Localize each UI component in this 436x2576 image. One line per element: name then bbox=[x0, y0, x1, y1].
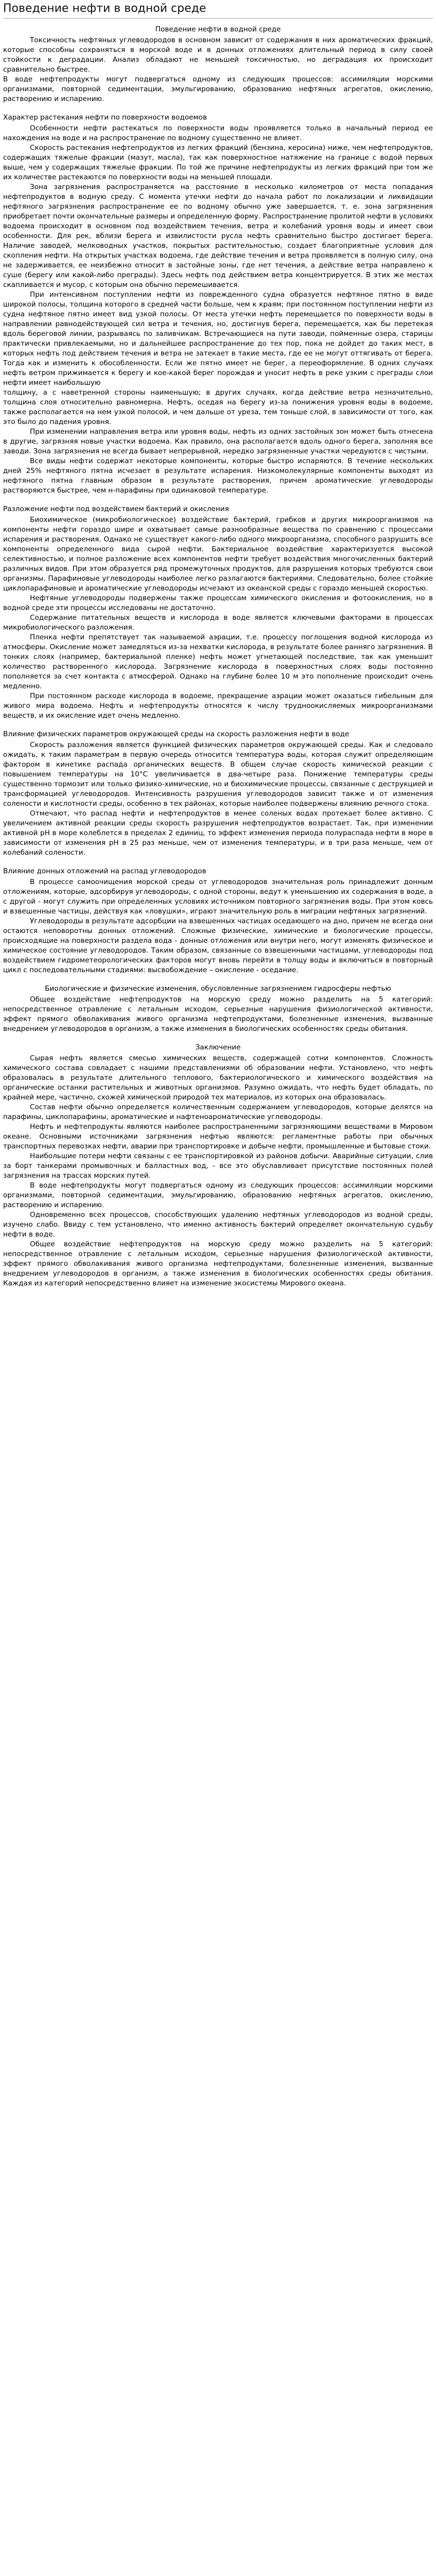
section-heading: Влияние донных отложений на распад углеводородов bbox=[3, 867, 206, 875]
section-paragraph: Скорость разложения является функцией физических параметров окружающей среды. Как и следовало ожидать, к таким параметрам в первую очередь относится температура воды, которая служит определяющим фактором в кинетике распада органических веществ. В общем случае скорость химической реакции с повышением температуры на 10°С увеличивается в два-четыре раза. Понижение температуры среды существенно тормозит или только физико-химические, но и биохимические процессы, связанные с деструкцией и трансформацией углеводородов. Интенсивность разрушения углеводородов зависит также и от изменения солености и кислотности среды, особенно в тех районах, которые наиболее подвержены влиянию речного стока. bbox=[3, 741, 433, 808]
section-heading: Разложение нефти под воздействием бактерий и окисления bbox=[3, 505, 229, 513]
section-paragraph: Общее воздействие нефтепродуктов на морскую среду можно разделить на 5 категорий: непосредственное отравление с летальным исходом, серьезные нарушения физиологической активности, эффект прямого обволакивания живого организма нефтепродуктами, болезненные изменения, вызванные внедрением углеводородов в организм, а также изменения в биологических особенностях среды обитания. Каждая из категорий непосредственно влияет на изменение экосистемы Мирового океана. bbox=[3, 1240, 433, 1287]
section-paragraph: Общее воздействие нефтепродуктов на морскую среду можно разделить на 5 категорий: непосредственное отравление с летальным исходом, серьезные нарушения физиологической активности, эффект прямого обволакивания живого организма нефтепродуктами, болезненные изменения, вызванные внедрением углеводородов в организм, а также изменения в биологических особенностях среды обитания. bbox=[3, 995, 433, 1033]
section-paragraph: Отмечают, что распад нефти и нефтепродуктов в менее соленых водах протекает более активно. С увеличением активной реакции среды скорость разрушения нефтепродуктов возрастает. Так, при изменении активной pH в море колеблется в пределах 2 единиц, то эффект изменения периода полураспада нефти в море в зависимости от изменения pH в 25 раз меньше, чем от изменения температуры, и в три раза меньше, чем от колебаний солености. bbox=[3, 809, 433, 857]
section-biological-changes bbox=[3, 984, 433, 1034]
document-heading: Поведение нефти в водной среде bbox=[155, 25, 281, 33]
section-paragraph: Скорость растекания нефтепродуктов из легких фракций (бензина, керосина) ниже, чем нефтепродуктов, содержащих тяжелые фракции (мазут, масла), так как поверхностное натяжение на границе с водой первых выше, чем у содержащих тяжелые фракции. По той же причине нефтепродукты из легких фракций при том же их количестве растекаются по поверхности воды на меньшей площади. bbox=[3, 144, 433, 181]
section-oil-spreading bbox=[3, 113, 433, 496]
section-paragraph: Нефть и нефтепродукты являются наиболее распространенными загрязняющими веществами в Мировом океане. Основными источниками загрязнения нефтью являются: регламентные работы при обычных транспортных перевозках нефти, аварии при транспортировке и добыче нефти, промышленные и бытовые стоки. bbox=[3, 1123, 433, 1150]
section-paragraph: Нефтяные углеводороды подвержены также процессам химического окисления и фотоокисления, но в водной среде эти процессы исследованы не достаточно. bbox=[3, 594, 433, 612]
section-heading: Влияние физических параметров окружающей среды на скорость разложения нефти в воде bbox=[3, 730, 350, 738]
section-paragraph: Одновременно всех процессов, способствующих удалению нефтяных углеводородов из водной среды, изучено слабо. Ввиду с тем установлено, что именно активность бактерий определяет окончательную судьбу нефти в воде. bbox=[3, 1211, 433, 1239]
section-paragraph: При изменении направления ветра или уровня воды, нефть из одних застойных зон может быть отнесена в другие, загрязняя новые участки водоема. Как правило, она располагается вдоль одного берега, заполняя все заводи. Зона загрязнения не всегда бывает непрерывной, нередко загрязненные участки чередуются с чистыми. bbox=[3, 428, 433, 455]
section-paragraph: Биохимическое (микробиологическое) воздействие бактерий, грибков и других микроорганизмов на компоненты нефти гораздо шире и охватывает самые разнообразные вещества по сравнению с процессами испарения и растворения. Однако не существует какого-либо одного микроорганизма, способного разрушить все компоненты определенного вида сырой нефти. Бактериальное воздействие характеризуется высокой селективностью, и полное разложение всех компонентов нефти требует воздействия многочисленных бактерий различных видов. При этом образуется ряд промежуточных продуктов, для разрушения которых требуются свои организмы. Парафиновые углеводороды наиболее легко разлагаются бактериями. Следовательно, более стойкие циклопарафиновые и ароматические углеводороды исчезают из океанской среды с гораздо меньшей скоростью. bbox=[3, 516, 433, 592]
section-physical-parameters bbox=[3, 730, 433, 858]
section-paragraph: Пленка нефти препятствует так называемой аэрации, т.е. процессу поглощения водной кислорода из атмосферы. Окисление может замедляться из-за нехватки кислорода, в результате более ранняго загрязнения. В тонких слоях (например, бактериальной пленке) нефть может угнетающей последствие, так как уменьшит количество растворенного кислорода. Загрязнение кислорода в поверхностных слоях воды постоянно пополняется за счет контакта с атмосферой. Однако на глубине более 10 м это пополнение происходит очень медленно. bbox=[3, 633, 433, 690]
section-paragraph: При интенсивном поступлении нефти из поврежденного судна образуется нефтяное пятно в виде широкой полосы, толщина которого в средней части больше, чем к краям; при постоянном поступлении нефти из судна нефтяное пятно имеет вид узкой полосы. От места утечки нефть перемещается по поверхности воды в направлении равнодействующей сил ветра и течения, но, достигнув берега, перемещается, как бы перетекая вдоль береговой линии, разрываясь по заливчикам. Встречающиеся на пути заводи, пойменные озера, старицы практически привлекаемыми, но и дальнейшее распространение до тех пор, пока не дойдет до таких мест, в которых нефть под действием течения и ветра не затекает в такие места, где ее не могут оттягивать от берега. Тогда как и изменить к обособленности. Если же пятно имеет не берег, а переоформление. В одних случаях нефть ветром прижимается к берегу и кое-какой берег порождая и уносит нефть в реке узким с преграды слои нефти имеет наибольшую bbox=[3, 291, 433, 387]
section-heading: Характер растекания нефти по поверхности водоемов bbox=[3, 113, 207, 122]
section-paragraph: В процессе самоочищения морской среды от углеводородов значительная роль принадлежит донным отложениям, которые, адсорбируя углеводороды, с одной стороны, ведут к уменьшению их содержания в воде, а с другой - могут служить при определенных условиях источником повторного загрязнения воды. При этом ковсь и взвешенные частицы, действуя как «ловушки», играют значительную роль в миграции нефтяных загрязнений. bbox=[3, 878, 433, 916]
intro-paragraph: Токсичность нефтяных углеводородов в основном зависит от содержания в них ароматических фракций, которые способны сохраняться в морской воде и в донных отложениях длительный период в силу своей стойкости к деградации. Анализ обладают не меньшей токсичностью, но деградация их происходит сравнительно быстрее. bbox=[3, 36, 433, 74]
section-paragraph: При постоянном расходе кислорода в водоеме, прекращение аэрации может оказаться гибельным для живого мира водоема. Нефть и нефтепродукты относятся к числу трудноокисляемых микроорганизмами веществ, и их окисление идет очень медленно. bbox=[3, 692, 433, 720]
section-paragraph: Сырая нефть является смесью химических веществ, содержащей сотни компонентов. Сложность химического состава совладает с нашими представлениями об образовании нефти. Установлено, что нефть образовалась в результате длительного теплового, бактериологического и химического воздействия на органические останки растительных и животных организмов. Разумно ожидать, что нефть будет обладать, по крайней мере, частично, схожей химической природой тех материалов, из которых она образовалась. bbox=[3, 1054, 433, 1101]
section-paragraph: Углеводороды в результате адсорбции на взвешенных частицах оседающего на дно, причем не всегда они остаются неповоротны донных отложений. Сложные физические, химические и биологические процессы, происходящие на поверхности раздела вода - донные отложения или внутри него, могут изменять физическое и химическое состояние углеводородов. Таким образом, связанные со взвешенными частицами, углеводороды под воздействием гидрометеорологических факторов могут вновь перейти в толщу воды и включиться в повторный цикл с последовательными стадиями: высвобождение – окисление - оседание. bbox=[3, 917, 433, 974]
page-title: Поведение нефти в водной среде bbox=[3, 2, 206, 15]
title-divider bbox=[3, 18, 433, 19]
section-paragraph: Особенности нефти растекаться по поверхности воды проявляется только в начальный период ее нахождения на воде и на распространение по водному существенно не влияет. bbox=[3, 124, 433, 142]
section-bacterial-decomposition bbox=[3, 504, 433, 721]
section-paragraph: толщину, а с наветренной стороны наименьшую; в других случаях, когда действие ветра незначительно, толщина слоя относительно равномерна. Нефть, оседая на берегу из-за понижения уровня воды в водоеме, также располагается на нем узкой полосой, и чем дальше от уреза, тем тоньше слой, в зависимости от того, как это было до падения уровня. bbox=[3, 388, 433, 426]
section-paragraph: Наибольшие потери нефти связаны с ее транспортировкой из районов добычи. Аварийные ситуации, слив за борт танкерами промывочных и балластных вод, - все это обуславливает присутствие постоянных полей загрязнения на трассах морских путей. bbox=[3, 1152, 433, 1180]
section-heading: Заключение bbox=[195, 1043, 241, 1052]
section-heading: Биологические и физические изменения, обусловленные загрязнением гидросферы нефтью bbox=[45, 985, 391, 993]
section-paragraph: В воде нефтепродукты могут подвергаться одному из следующих процессов: ассимиляции морскими организмами, повторной седиментации, эмульгированию, образованию нефтяных агрегатов, окислению, растворению и испарению. bbox=[3, 1181, 433, 1209]
section-paragraph: Состав нефти обычно определяется количественным содержанием углеводородов, которые делятся на парафины, циклопарафины, ароматические и нафтеноароматические углеводороды. bbox=[3, 1103, 433, 1121]
section-paragraph: Зона загрязнения распространяется на расстояние в несколько километров от места попадания нефтепродуктов в водную среду. С момента утечки нефти до начала работ по локализации и ликвидации нефтяного загрязнения распространение ее по водному обычно уже завершается, т. е. зона загрязнения приобретает почти окончательные размеры и определенную форму. Распространение пролитой нефти в условиях водоема происходит в основном под воздействием течения, ветра и колебаний уровня воды и имеет свои особенности. Для рек, вблизи берега и извилистости русла нефть сравнительно быстро достигает берега. Наличие заводей, мелководных участков, покрытых растительностью, создает благоприятные условия для скопления нефти. На открытых участках водоема, где действие течения и ветра проявляется в полную силу, она не задерживается, ее неизбежно относит в застойные зоны, где нет течения, а действие ветра направлено к суше (берегу или какой-либо преграды). Здесь нефть под действием ветра концентрируется. В этих же местах скапливается и мусор, с которым она обычно перемешивается. bbox=[3, 183, 433, 289]
section-conclusion bbox=[3, 1043, 433, 1289]
section-paragraph: Содержание питательных веществ и кислорода в воде является ключевыми факторами в процессах микробиологического разложения. bbox=[3, 614, 433, 632]
section-paragraph: Все виды нефти содержат некоторые компоненты, которые быстро испаряются. В течение нескольких дней 25% нефтяного пятна исчезает в результате испарения. Низкомолекулярные компоненты выходят из нефтяного пятна главным образом в результате растворения, причем ароматические углеводороды растворяются быстрее, чем н-парафины при одинаковой температуре. bbox=[3, 457, 433, 495]
intro-paragraph: В воде нефтепродукты могут подвергаться одному из следующих процессов: ассимиляции морскими организмами, повторной седиментации, эмульгированию, образованию нефтяных агрегатов, окислению, растворению и испарению. bbox=[3, 75, 433, 103]
article-body bbox=[0, 25, 436, 1289]
section-bottom-sediments bbox=[3, 867, 433, 975]
